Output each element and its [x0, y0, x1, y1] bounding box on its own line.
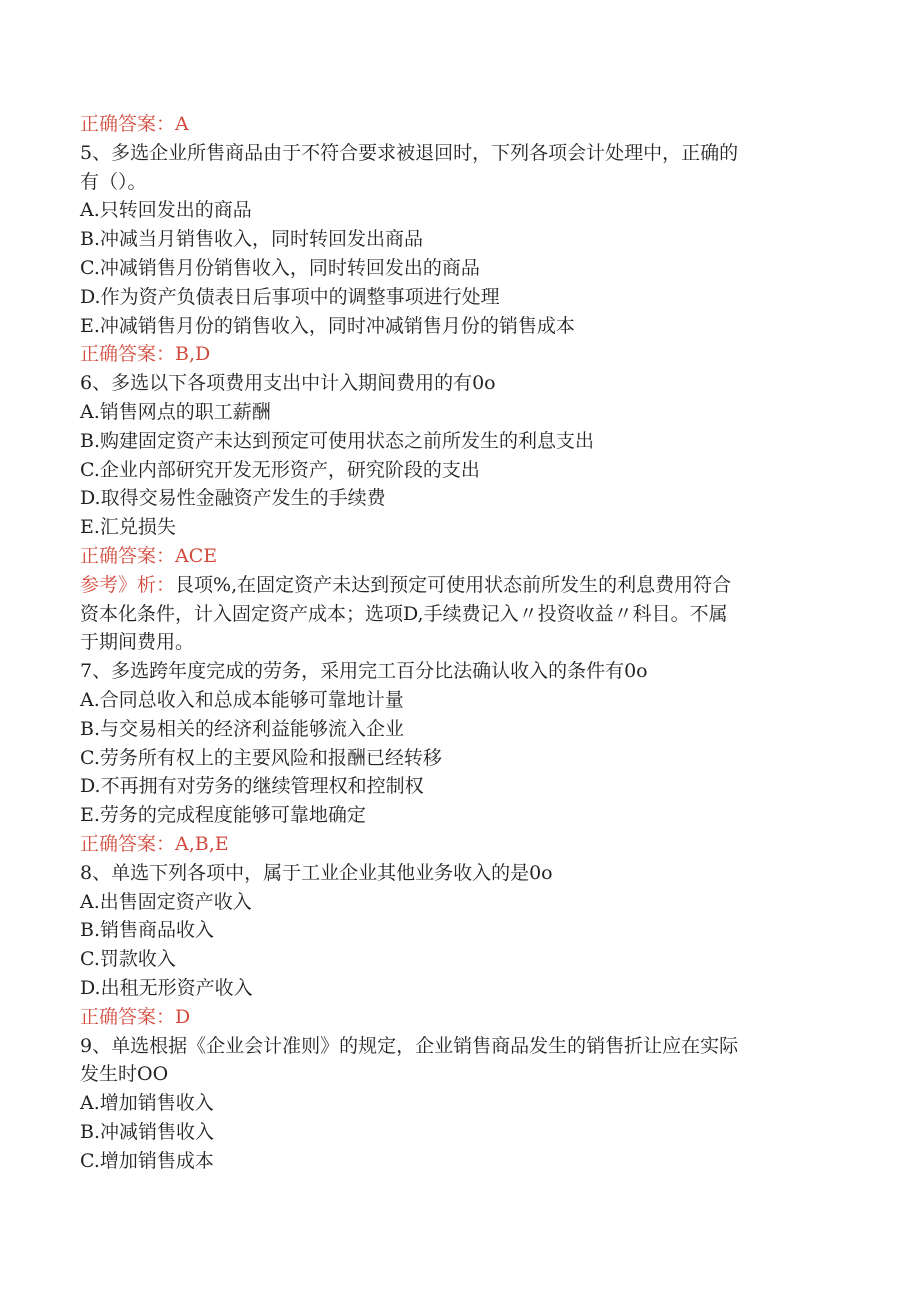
option-e: E.冲减销售月份的销售收入，同时冲减销售月份的销售成本 [80, 314, 575, 337]
question-stem-continued: 发生时OO [80, 1063, 169, 1086]
answer-line [80, 1003, 840, 1032]
answer-value: A [175, 113, 189, 135]
answer-label: 正确答案： [80, 832, 176, 855]
analysis-text-continued: 资本化条件，计入固定资产成本；选项D,手续费记入〃投资收益〃科目。不属 [80, 602, 728, 625]
answer-value: B,D [175, 343, 211, 366]
answer-label: 正确答案： [80, 343, 176, 366]
analysis-text: 艮项%,在固定资产未达到预定可使用状态前所发生的利息费用符合 [175, 573, 732, 596]
option-d: D.取得交易性金融资产发生的手续费 [80, 487, 386, 510]
option-d: D.出租无形资产收入 [80, 976, 253, 999]
option-c: C.企业内部研究开发无形资产，研究阶段的支出 [80, 458, 480, 481]
answer-value: D [175, 1005, 191, 1028]
question-stem: 5、多选企业所售商品由于不符合要求被退回时，下列各项会计处理中，正确的 [80, 141, 739, 164]
analysis-line [80, 571, 840, 600]
question-stem: 8、单选下列各项中，属于工业企业其他业务收入的是0o [80, 861, 553, 884]
answer-label: 正确答案： [80, 544, 176, 567]
option-c: C.罚款收入 [80, 948, 176, 971]
analysis-label: 参考》析： [80, 573, 176, 596]
option-b: B.购建固定资产未达到预定可使用状态之前所发生的利息支出 [80, 429, 595, 452]
option-a: A.增加销售收入 [80, 1092, 214, 1115]
document-page [80, 110, 840, 1175]
question-stem: 6、多选以下各项费用支出中计入期间费用的有0o [80, 372, 496, 395]
option-c: C.冲减销售月份销售收入，同时转回发出的商品 [80, 256, 480, 279]
question-5 [80, 139, 840, 369]
answer-line [80, 830, 840, 859]
answer-line [80, 340, 840, 369]
option-e: E.劳务的完成程度能够可靠地确定 [80, 804, 366, 827]
option-a: A.销售网点的职工薪酬 [80, 400, 271, 423]
question-6 [80, 369, 840, 657]
option-c: C.增加销售成本 [80, 1149, 214, 1172]
question-stem: 9、单选根据《企业会计准则》的规定，企业销售商品发生的销售折让应在实际 [80, 1034, 739, 1057]
answer-line [80, 110, 840, 139]
option-b: B.冲减销售收入 [80, 1120, 215, 1143]
answer-label: 正确答案： [80, 1005, 176, 1028]
option-b: B.冲减当月销售收入，同时转回发出商品 [80, 228, 424, 251]
answer-label: 正确答案： [80, 113, 176, 135]
question-9 [80, 1032, 840, 1176]
option-c: C.劳务所有权上的主要风险和报酬已经转移 [80, 746, 442, 769]
question-7 [80, 657, 840, 859]
option-d: D.不再拥有对劳务的继续管理权和控制权 [80, 775, 424, 798]
answer-line [80, 542, 840, 571]
question-8 [80, 859, 840, 1032]
option-b: B.与交易相关的经济利益能够流入企业 [80, 717, 405, 740]
option-b: B.销售商品收入 [80, 919, 215, 942]
answer-value: A,B,E [175, 832, 229, 855]
option-a: A.出售固定资产收入 [80, 890, 252, 913]
option-d: D.作为资产负债表日后事项中的调整事项进行处理 [80, 285, 500, 308]
option-e: E.汇兑损失 [80, 516, 176, 539]
question-stem: 7、多选跨年度完成的劳务，采用完工百分比法确认收入的条件有0o [80, 660, 648, 683]
analysis-text-continued: 于期间费用。 [80, 631, 195, 654]
option-a: A.合同总收入和总成本能够可靠地计量 [80, 688, 404, 711]
answer-value: ACE [175, 544, 218, 567]
question-stem-continued: 有（）。 [80, 170, 147, 193]
option-a: A.只转回发出的商品 [80, 199, 252, 222]
